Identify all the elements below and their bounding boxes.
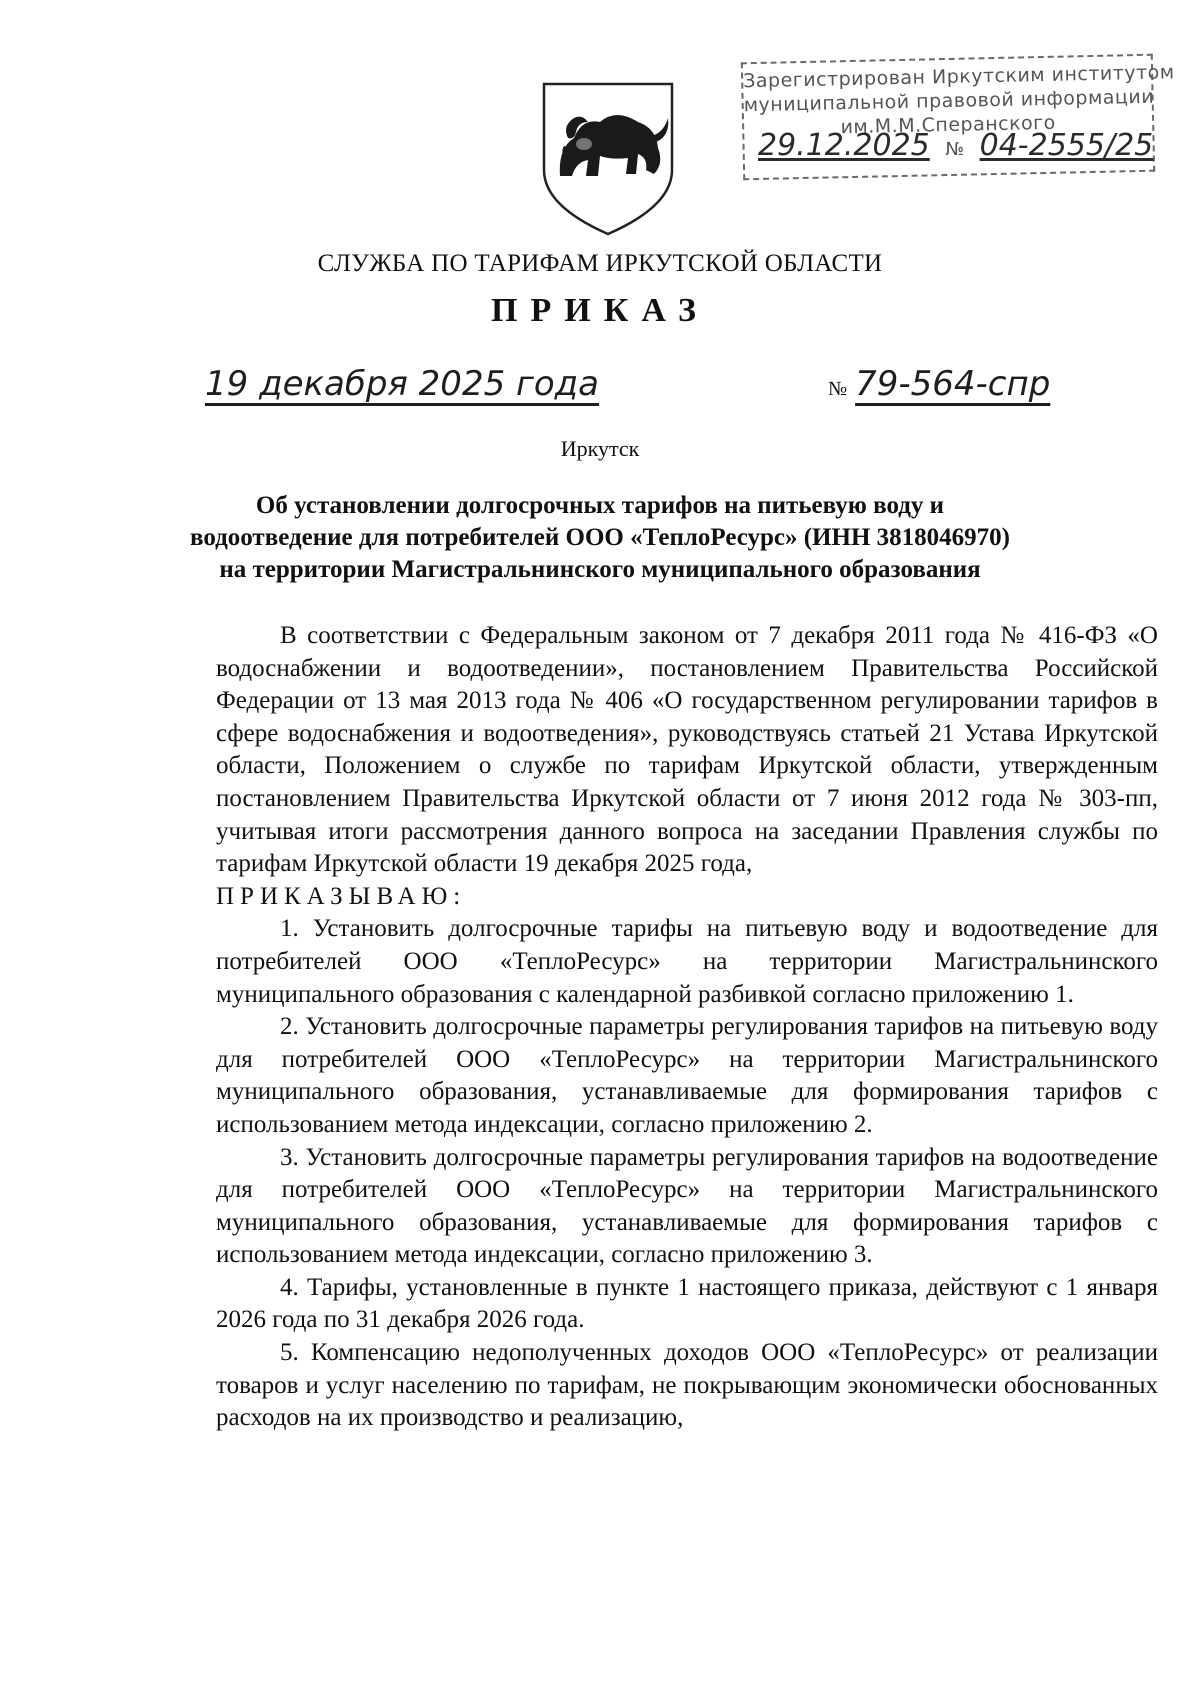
stamp-line-2: муниципальной правовой информации — [743, 85, 1155, 117]
order-item-5: 5. Компенсацию недополученных доходов ООО «ТеплоРесурс» от реализации товаров и услуг населению по тарифам, не покрывающим экономически обоснованных расходов на их производство и реализацию, — [216, 1339, 1158, 1432]
order-item-2: 2. Установить долгосрочные параметры регулирования тарифов на питьевую воду для потребителей ООО «ТеплоРесурс» на территории Магистральнинского муниципального образования, устанавливаемые для формирования тарифов с использованием метода индексации, согласно приложению 2. — [216, 1013, 1158, 1138]
order-verb: ПРИКАЗЫВАЮ: — [216, 882, 467, 910]
order-heading: ПРИКАЗ — [491, 292, 709, 329]
stamp-line-1: Зарегистрирован Иркутским институтом — [742, 61, 1175, 93]
stamp-registration — [758, 128, 1153, 163]
title-line-2: водоотведение для потребителей ООО «ТеплоРесурс» (ИНН 3818046970) — [190, 524, 1010, 551]
order-date: 19 декабря 2025 года — [205, 364, 600, 404]
order-number-label: № — [828, 378, 848, 400]
stamp-reg-number: 04-2555/25 — [979, 128, 1154, 163]
order-item-1: 1. Установить долгосрочные тарифы на питьевую воду и водоотведение для потребителей ООО «ТеплоРесурс» на территории Магистральнинского муниципального образования с календарной разбивкой согласно приложению 1. — [216, 915, 1158, 1008]
document-body — [216, 620, 1158, 1435]
stamp-reg-date: 29.12.2025 — [758, 128, 930, 163]
title-line-1: Об установлении долгосрочных тарифов на питьевую воду и — [255, 492, 945, 519]
document-title — [150, 490, 1050, 586]
order-item-3: 3. Установить долгосрочные параметры регулирования тарифов на водоотведение для потребителей ООО «ТеплоРесурс» на территории Магистральнинского муниципального образования, устанавливаемые для формирования тарифов с использованием метода индексации, согласно приложению 3. — [216, 1143, 1158, 1269]
order-number-value: 79-564-спр — [855, 364, 1051, 404]
coat-of-arms-icon — [538, 78, 678, 238]
stamp-reg-no-label: № — [945, 139, 965, 160]
city: Иркутск — [560, 436, 640, 461]
service-name: СЛУЖБА ПО ТАРИФАМ ИРКУТСКОЙ ОБЛАСТИ — [317, 250, 883, 277]
preamble-paragraph: В соответствии с Федеральным законом от 7 декабря 2011 года № 416-ФЗ «О водоснабжении и водоотведении», постановлением Правительства Российской Федерации от 13 мая 2013 года № 406 «О государственном регулировании тарифов в сфере водоснабжения и водоотведения», руководствуясь статьей 21 Устава Иркутской области, Положением о службе по тарифам Иркутской области, утвержденным постановлением Правительства Иркутской области от 7 июня 2012 года № 303-пп, учитывая итоги рассмотрения данного вопроса на заседании Правления службы по тарифам Иркутской области 19 декабря 2025 года, — [216, 622, 1158, 878]
title-line-3: на территории Магистральнинского муниципального образования — [219, 556, 981, 583]
order-number — [828, 364, 1050, 404]
order-item-4: 4. Тарифы, установленные в пункте 1 настоящего приказа, действуют с 1 января 2026 года по 31 декабря 2026 года. — [216, 1273, 1158, 1334]
stamp-line-3: им.М.М.Сперанского — [840, 111, 1056, 139]
